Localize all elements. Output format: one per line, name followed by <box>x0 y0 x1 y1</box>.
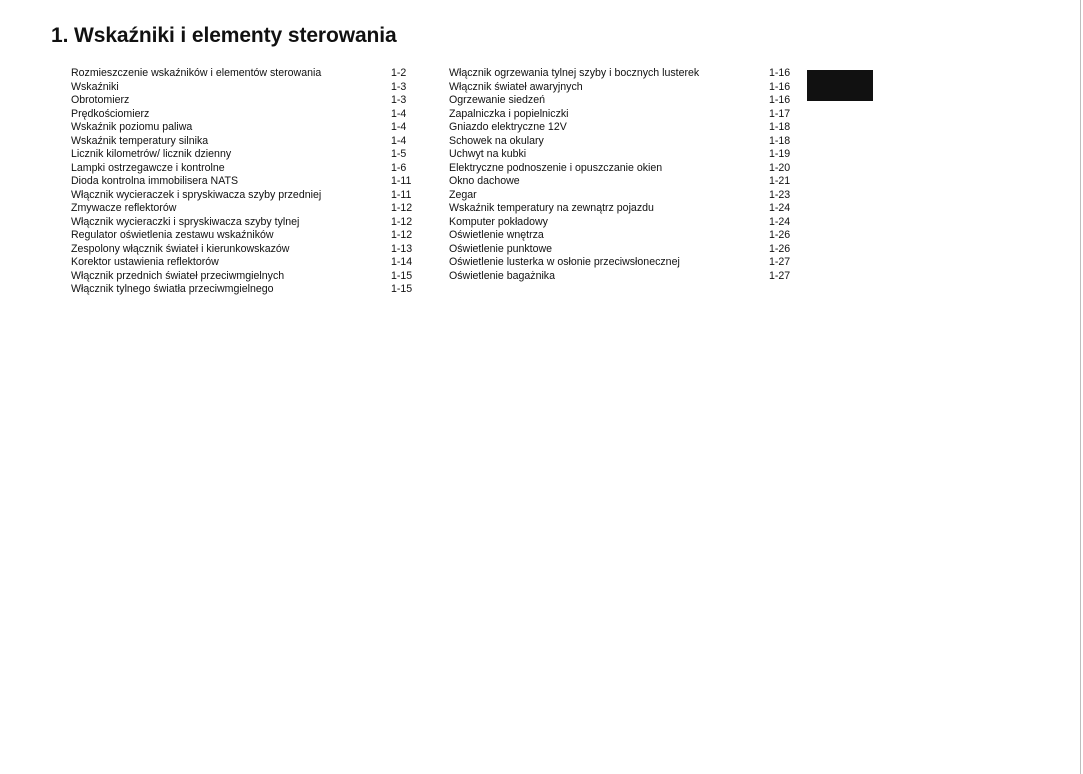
toc-entry-label: Włącznik tylnego światła przeciwmgielnego <box>71 283 274 295</box>
toc-entry <box>449 162 794 176</box>
toc-entry <box>449 270 794 284</box>
toc-entry-page: 1-6 <box>391 161 407 174</box>
toc-entry-page: 1-4 <box>391 134 407 147</box>
toc-entry <box>449 216 794 230</box>
toc-entry-label: Gniazdo elektryczne 12V <box>449 121 567 133</box>
toc-entry-label: Korektor ustawienia reflektorów <box>71 256 219 268</box>
toc-entry <box>71 67 416 81</box>
toc-entry <box>449 243 794 257</box>
toc-entry-label: Zmywacze reflektorów <box>71 202 177 214</box>
chapter-tab-marker <box>807 70 873 101</box>
toc-entry-label: Ogrzewanie siedzeń <box>449 94 545 106</box>
toc-entry <box>449 94 794 108</box>
toc-entry-page: 1-13 <box>391 242 413 255</box>
toc-entry-page: 1-24 <box>769 202 791 214</box>
toc-entry-page: 1-12 <box>391 229 413 241</box>
toc-entry-page: 1-19 <box>769 148 791 160</box>
toc-entry <box>71 202 416 216</box>
toc-entry-page: 1-16 <box>769 80 791 93</box>
toc-entry-label: Zapalniczka i popielniczki <box>449 107 569 120</box>
toc-entry <box>449 148 794 162</box>
toc-entry-label: Elektryczne podnoszenie i opuszczanie okien <box>449 161 663 174</box>
toc-entry-page: 1-16 <box>769 94 791 106</box>
toc-entry-label: Włącznik przednich świateł przeciwmgielnych <box>71 269 285 282</box>
toc-entry <box>71 243 416 257</box>
toc-entry-label: Licznik kilometrów/ licznik dzienny <box>71 148 232 160</box>
toc-entry-page: 1-11 <box>391 175 412 187</box>
toc-entry-label: Oświetlenie lusterka w osłonie przeciwsłonecznej <box>449 256 680 268</box>
toc-left-column <box>71 67 416 297</box>
toc-entry <box>449 256 794 270</box>
toc-entry-page: 1-14 <box>391 256 413 268</box>
toc-entry <box>71 229 416 243</box>
toc-entry-page: 1-17 <box>769 107 791 120</box>
toc-entry-label: Wskaźnik poziomu paliwa <box>71 121 193 133</box>
toc-entry-label: Uchwyt na kubki <box>449 148 527 160</box>
toc-entry <box>71 256 416 270</box>
toc-entry-page: 1-21 <box>769 175 791 187</box>
toc-entry-page: 1-27 <box>769 269 791 282</box>
toc-right-column <box>449 67 794 283</box>
toc-entry-label: Oświetlenie punktowe <box>449 242 553 255</box>
toc-entry <box>449 81 794 95</box>
toc-entry <box>71 94 416 108</box>
toc-entry-page: 1-3 <box>391 80 407 93</box>
toc-entry-page: 1-26 <box>769 242 791 255</box>
toc-entry-page: 1-5 <box>391 148 407 160</box>
toc-entry <box>71 108 416 122</box>
toc-entry <box>449 202 794 216</box>
toc-entry-label: Okno dachowe <box>449 175 520 187</box>
toc-entry-label: Włącznik ogrzewania tylnej szyby i bocznych lusterek <box>449 67 700 79</box>
toc-entry-page: 1-18 <box>769 134 791 147</box>
toc-entry-label: Włącznik wycieraczki i spryskiwacza szyby tylnej <box>71 215 300 228</box>
toc-entry-page: 1-18 <box>769 121 791 133</box>
toc-entry <box>71 216 416 230</box>
toc-entry <box>449 135 794 149</box>
toc-entry-page: 1-15 <box>391 269 413 282</box>
toc-entry-label: Zegar <box>449 188 477 201</box>
toc-entry-page: 1-27 <box>769 256 791 268</box>
toc-entry <box>449 108 794 122</box>
toc-entry-label: Regulator oświetlenia zestawu wskaźników <box>71 229 274 241</box>
toc-entry-label: Wskaźnik temperatury na zewnątrz pojazdu <box>449 202 654 214</box>
toc-entry-page: 1-2 <box>391 67 407 79</box>
toc-entry <box>449 175 794 189</box>
toc-entry-page: 1-23 <box>769 188 791 201</box>
toc-entry-label: Zespolony włącznik świateł i kierunkowskazów <box>71 242 290 255</box>
toc-entry-page: 1-4 <box>391 121 407 133</box>
toc-entry-label: Oświetlenie wnętrza <box>449 229 544 241</box>
toc-entry-page: 1-12 <box>391 215 413 228</box>
toc-entry-label: Dioda kontrolna immobilisera NATS <box>71 175 239 187</box>
toc-entry <box>71 135 416 149</box>
toc-entry-label: Włącznik wycieraczek i spryskiwacza szyby przedniej <box>71 188 322 201</box>
page-title: 1. Wskaźniki i elementy sterowania <box>51 24 397 47</box>
toc-entry <box>71 148 416 162</box>
toc-entry-label: Włącznik świateł awaryjnych <box>449 80 583 93</box>
toc-entry-page: 1-12 <box>391 202 413 214</box>
toc-entry-label: Wskaźniki <box>71 80 119 93</box>
toc-entry-page: 1-3 <box>391 94 407 106</box>
toc-entry <box>71 270 416 284</box>
toc-entry <box>71 121 416 135</box>
toc-entry-page: 1-11 <box>391 188 412 201</box>
toc-entry <box>71 81 416 95</box>
toc-entry <box>449 67 794 81</box>
toc-entry <box>449 189 794 203</box>
toc-entry-page: 1-4 <box>391 107 407 120</box>
toc-entry <box>71 175 416 189</box>
toc-entry-page: 1-26 <box>769 229 791 241</box>
toc-entry <box>449 229 794 243</box>
toc-entry-label: Rozmieszczenie wskaźników i elementów sterowania <box>71 67 322 79</box>
toc-entry-label: Obrotomierz <box>71 94 130 106</box>
toc-entry <box>71 162 416 176</box>
toc-entry-page: 1-16 <box>769 67 791 79</box>
toc-entry-page: 1-20 <box>769 161 791 174</box>
toc-entry-label: Prędkościomierz <box>71 107 150 120</box>
page-edge-line <box>1080 0 1081 774</box>
toc-entry-page: 1-15 <box>391 283 413 295</box>
toc-entry-label: Wskaźnik temperatury silnika <box>71 134 209 147</box>
toc-entry-label: Schowek na okulary <box>449 134 544 147</box>
toc-entry-label: Komputer pokładowy <box>449 215 548 228</box>
toc-entry-page: 1-24 <box>769 215 791 228</box>
toc-entry-label: Lampki ostrzegawcze i kontrolne <box>71 161 225 174</box>
toc-entry <box>71 283 416 297</box>
toc-entry <box>71 189 416 203</box>
toc-entry <box>449 121 794 135</box>
toc-entry-label: Oświetlenie bagażnika <box>449 269 555 282</box>
